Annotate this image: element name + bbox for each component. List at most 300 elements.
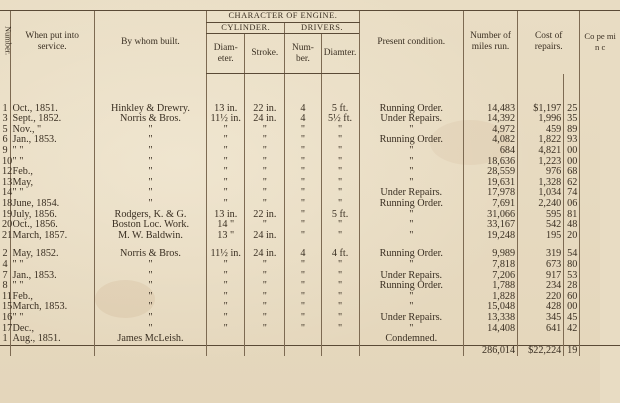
row-extra: [580, 188, 620, 199]
section-gap: [0, 241, 620, 249]
row-condition: ": [359, 260, 463, 271]
row-condition: ": [359, 292, 463, 303]
row-drivers-diameter: ": [321, 146, 359, 157]
row-builder: ": [94, 281, 206, 292]
row-cost-cents: 74: [564, 188, 580, 199]
row-when: Feb.,: [10, 292, 94, 303]
row-stroke: ": [245, 260, 285, 271]
row-cylinder-diameter: ": [207, 324, 245, 335]
row-number: 11: [2, 290, 12, 302]
row-number: 3: [2, 113, 8, 125]
row-drivers-diameter: [321, 334, 359, 345]
extra-header: Co pe mi n c: [580, 11, 620, 74]
row-cost-cents: 06: [564, 199, 580, 210]
row-cost-cents: 00: [564, 302, 580, 313]
row-miles: 14,483: [463, 104, 517, 115]
row-condition: Under Repairs.: [359, 313, 463, 324]
row-cylinder-diameter: ": [207, 167, 245, 178]
row-drivers-diameter: ": [321, 302, 359, 313]
row-stroke: ": [245, 125, 285, 136]
row-miles: 1,828: [463, 292, 517, 303]
row-cost-dollars: 917: [518, 271, 564, 282]
row-when: Oct., 1851.: [10, 104, 94, 115]
row-cost-cents: 81: [564, 210, 580, 221]
table-row: [0, 199, 620, 210]
row-extra: [580, 249, 620, 260]
row-condition: ": [359, 302, 463, 313]
row-stroke: ": [245, 135, 285, 146]
row-extra: [580, 135, 620, 146]
row-number: 8: [2, 280, 8, 292]
row-cylinder-diameter: ": [207, 178, 245, 189]
drivers-diameter-header: Diamter.: [321, 34, 359, 74]
row-drivers-diameter: ": [321, 125, 359, 136]
row-cylinder-diameter: 11½ in.: [207, 114, 245, 125]
row-stroke: ": [245, 220, 285, 231]
row-cost-cents: 60: [564, 292, 580, 303]
row-when: " ": [10, 313, 94, 324]
row-cost-cents: 62: [564, 178, 580, 189]
drivers-number-header: Number.: [285, 34, 321, 74]
row-condition: ": [359, 220, 463, 231]
table-row: [0, 231, 620, 242]
row-stroke: [245, 334, 285, 345]
row-extra: [580, 167, 620, 178]
row-extra: [580, 210, 620, 221]
row-extra: [580, 125, 620, 136]
table-row: [0, 271, 620, 282]
row-when: Oct., 1856.: [10, 220, 94, 231]
row-when: Jan., 1853.: [10, 271, 94, 282]
row-cylinder-diameter: 13 in.: [207, 210, 245, 221]
row-builder: ": [94, 271, 206, 282]
row-drivers-diameter: ": [321, 313, 359, 324]
row-stroke: ": [245, 199, 285, 210]
table-row: [0, 146, 620, 157]
row-extra: [580, 281, 620, 292]
row-drivers-diameter: ": [321, 260, 359, 271]
row-condition: ": [359, 178, 463, 189]
row-cost-cents: 25: [564, 104, 580, 115]
row-builder: ": [94, 199, 206, 210]
row-drivers-diameter: ": [321, 220, 359, 231]
row-number: 5: [2, 123, 8, 135]
table-row: [0, 220, 620, 231]
row-when: May, 1852.: [10, 249, 94, 260]
row-cost-dollars: 345: [518, 313, 564, 324]
row-extra: [580, 146, 620, 157]
row-drivers-diameter: 5 ft.: [321, 210, 359, 221]
row-cost-dollars: 976: [518, 167, 564, 178]
row-extra: [580, 302, 620, 313]
row-drivers-number: ": [285, 157, 321, 168]
row-cylinder-diameter: 13 in.: [207, 104, 245, 115]
row-stroke: 24 in.: [245, 114, 285, 125]
row-when: May,: [10, 178, 94, 189]
row-cylinder-diameter: ": [207, 313, 245, 324]
row-miles: 19,631: [463, 178, 517, 189]
row-condition: Under Repairs.: [359, 114, 463, 125]
row-condition: ": [359, 231, 463, 242]
number-header: Number.: [0, 11, 10, 74]
row-drivers-number: ": [285, 135, 321, 146]
row-cylinder-diameter: ": [207, 271, 245, 282]
row-cost-dollars: $1,197: [518, 104, 564, 115]
row-stroke: ": [245, 167, 285, 178]
table-row: [0, 281, 620, 292]
row-when: " ": [10, 260, 94, 271]
row-stroke: ": [245, 157, 285, 168]
when-header: When put into service.: [10, 11, 94, 74]
row-cost-dollars: 220: [518, 292, 564, 303]
row-drivers-diameter: 4 ft.: [321, 249, 359, 260]
row-drivers-number: ": [285, 271, 321, 282]
row-cylinder-diameter: ": [207, 146, 245, 157]
row-cost-cents: [564, 334, 580, 345]
row-builder: James McLeish.: [94, 334, 206, 345]
row-number: 4: [2, 259, 8, 270]
row-extra: [580, 334, 620, 345]
row-stroke: ": [245, 271, 285, 282]
row-condition: Under Repairs.: [359, 188, 463, 199]
row-number: 7: [2, 269, 8, 281]
stroke-header: Stroke.: [245, 34, 285, 74]
row-cost-dollars: 195: [518, 231, 564, 242]
row-cylinder-diameter: ": [207, 125, 245, 136]
row-miles: 17,978: [463, 188, 517, 199]
row-drivers-number: ": [285, 313, 321, 324]
row-cost-cents: 45: [564, 313, 580, 324]
row-builder: ": [94, 167, 206, 178]
row-builder: Norris & Bros.: [94, 249, 206, 260]
row-condition: ": [359, 324, 463, 335]
row-when: " ": [10, 281, 94, 292]
table-row: [0, 324, 620, 335]
row-builder: ": [94, 313, 206, 324]
row-drivers-number: ": [285, 125, 321, 136]
row-condition: ": [359, 210, 463, 221]
row-cost-dollars: 428: [518, 302, 564, 313]
row-builder: Rodgers, K. & G.: [94, 210, 206, 221]
row-miles: 684: [463, 146, 517, 157]
row-number: 10: [2, 155, 13, 167]
row-stroke: 22 in.: [245, 104, 285, 115]
row-drivers-diameter: ": [321, 281, 359, 292]
row-stroke: 24 in.: [245, 249, 285, 260]
row-drivers-diameter: 5½ ft.: [321, 114, 359, 125]
row-miles: 33,167: [463, 220, 517, 231]
row-cylinder-diameter: ": [207, 281, 245, 292]
row-cost-dollars: 641: [518, 324, 564, 335]
row-extra: [580, 157, 620, 168]
table-row: [0, 292, 620, 303]
row-number: 12: [2, 166, 13, 178]
row-condition: Running Order.: [359, 135, 463, 146]
row-cost-dollars: 2,240: [518, 199, 564, 210]
row-miles: 4,082: [463, 135, 517, 146]
row-miles: 14,408: [463, 324, 517, 335]
row-stroke: ": [245, 313, 285, 324]
row-cost-dollars: 234: [518, 281, 564, 292]
table-row: [0, 313, 620, 324]
row-drivers-number: ": [285, 210, 321, 221]
row-drivers-diameter: ": [321, 231, 359, 242]
row-number: 13: [2, 176, 13, 188]
cylinder-header: CYLINDER.: [207, 22, 285, 34]
row-drivers-number: ": [285, 178, 321, 189]
row-drivers-number: ": [285, 231, 321, 242]
row-drivers-number: ": [285, 146, 321, 157]
total-cost-cents: 19: [564, 345, 580, 356]
row-when: March, 1853.: [10, 302, 94, 313]
row-miles: 14,392: [463, 114, 517, 125]
row-drivers-diameter: ": [321, 199, 359, 210]
row-drivers-diameter: ": [321, 292, 359, 303]
row-cost-dollars: 319: [518, 249, 564, 260]
row-extra: [580, 178, 620, 189]
row-drivers-number: ": [285, 188, 321, 199]
row-miles: 31,066: [463, 210, 517, 221]
row-builder: Hinkley & Drewry.: [94, 104, 206, 115]
total-cost-dollars: $22,224: [518, 345, 564, 356]
row-cost-dollars: 459: [518, 125, 564, 136]
row-cylinder-diameter: [207, 334, 245, 345]
table-row: [0, 125, 620, 136]
row-builder: ": [94, 188, 206, 199]
miles-header: Number of miles run.: [463, 11, 517, 74]
row-drivers-number: ": [285, 199, 321, 210]
row-miles: 7,206: [463, 271, 517, 282]
row-cylinder-diameter: ": [207, 199, 245, 210]
row-stroke: 24 in.: [245, 231, 285, 242]
row-extra: [580, 324, 620, 335]
row-number: 18: [2, 198, 13, 210]
row-number: 16: [2, 311, 13, 323]
row-drivers-diameter: ": [321, 271, 359, 282]
row-condition: Running Order.: [359, 104, 463, 115]
table-row: [0, 114, 620, 125]
row-drivers-number: ": [285, 260, 321, 271]
row-builder: Norris & Bros.: [94, 114, 206, 125]
table-row: [0, 178, 620, 189]
row-drivers-number: ": [285, 292, 321, 303]
cyl-diameter-header: Diameter.: [207, 34, 245, 74]
row-drivers-number: 4: [285, 104, 321, 115]
table-row: [0, 104, 620, 115]
row-cost-dollars: 1,034: [518, 188, 564, 199]
row-extra: [580, 199, 620, 210]
row-when: " ": [10, 157, 94, 168]
row-extra: [580, 260, 620, 271]
row-miles: 18,636: [463, 157, 517, 168]
row-when: Feb.,: [10, 167, 94, 178]
row-cylinder-diameter: ": [207, 188, 245, 199]
row-cost-cents: 00: [564, 157, 580, 168]
row-when: Nov., ": [10, 125, 94, 136]
row-cylinder-diameter: 13 ": [207, 231, 245, 242]
row-drivers-number: 4: [285, 114, 321, 125]
row-drivers-number: ": [285, 167, 321, 178]
row-cost-cents: 42: [564, 324, 580, 335]
row-builder: M. W. Baldwin.: [94, 231, 206, 242]
row-cylinder-diameter: ": [207, 260, 245, 271]
row-number: 20: [2, 219, 13, 231]
row-when: Aug., 1851.: [10, 334, 94, 345]
row-cylinder-diameter: ": [207, 302, 245, 313]
row-when: June, 1854.: [10, 199, 94, 210]
row-number: 2: [2, 248, 8, 260]
row-condition: ": [359, 157, 463, 168]
row-drivers-diameter: ": [321, 324, 359, 335]
character-header: CHARACTER OF ENGINE.: [207, 11, 359, 23]
row-drivers-diameter: ": [321, 157, 359, 168]
row-miles: 13,338: [463, 313, 517, 324]
row-when: Sept., 1852.: [10, 114, 94, 125]
row-when: " ": [10, 146, 94, 157]
row-extra: [580, 104, 620, 115]
row-condition: Under Repairs.: [359, 271, 463, 282]
row-drivers-number: 4: [285, 249, 321, 260]
locomotive-ledger-table: [0, 10, 620, 356]
row-when: Dec.,: [10, 324, 94, 335]
row-builder: ": [94, 324, 206, 335]
row-miles: 19,248: [463, 231, 517, 242]
row-stroke: 22 in.: [245, 210, 285, 221]
row-builder: ": [94, 157, 206, 168]
row-cost-cents: 20: [564, 231, 580, 242]
row-cost-cents: 00: [564, 146, 580, 157]
row-stroke: ": [245, 178, 285, 189]
row-cylinder-diameter: ": [207, 292, 245, 303]
row-when: March, 1857.: [10, 231, 94, 242]
row-condition: Condemned.: [359, 334, 463, 345]
row-stroke: ": [245, 188, 285, 199]
total-miles: 286,014: [463, 345, 517, 356]
row-stroke: ": [245, 281, 285, 292]
row-miles: 15,048: [463, 302, 517, 313]
row-miles: [463, 334, 517, 345]
row-drivers-diameter: 5 ft.: [321, 104, 359, 115]
row-cost-cents: 35: [564, 114, 580, 125]
table-row: [0, 210, 620, 221]
row-miles: 7,691: [463, 199, 517, 210]
row-extra: [580, 313, 620, 324]
row-miles: 1,788: [463, 281, 517, 292]
row-stroke: ": [245, 292, 285, 303]
row-miles: 7,818: [463, 260, 517, 271]
row-condition: Running Order.: [359, 199, 463, 210]
row-builder: ": [94, 146, 206, 157]
row-extra: [580, 220, 620, 231]
row-number: 6: [2, 134, 8, 146]
row-cylinder-diameter: 14 ": [207, 220, 245, 231]
row-number: 19: [2, 208, 13, 220]
row-number: 21: [2, 229, 13, 241]
table-row: [0, 249, 620, 260]
row-when: July, 1856.: [10, 210, 94, 221]
row-drivers-number: ": [285, 220, 321, 231]
table-row: [0, 334, 620, 345]
row-cylinder-diameter: 11½ in.: [207, 249, 245, 260]
totals-row: [0, 345, 620, 356]
row-miles: 4,972: [463, 125, 517, 136]
row-drivers-number: ": [285, 302, 321, 313]
row-condition: ": [359, 125, 463, 136]
row-condition: Running Order.: [359, 249, 463, 260]
row-extra: [580, 114, 620, 125]
row-builder: ": [94, 260, 206, 271]
row-cylinder-diameter: ": [207, 135, 245, 146]
row-number: 15: [2, 301, 13, 313]
row-drivers-diameter: ": [321, 178, 359, 189]
row-stroke: ": [245, 146, 285, 157]
row-stroke: ": [245, 324, 285, 335]
row-drivers-diameter: ": [321, 167, 359, 178]
row-drivers-number: [285, 334, 321, 345]
cost-header: Cost of repairs.: [518, 11, 580, 74]
row-builder: Boston Loc. Work.: [94, 220, 206, 231]
table-row: [0, 302, 620, 313]
row-builder: ": [94, 135, 206, 146]
row-cost-cents: 53: [564, 271, 580, 282]
row-number: 17: [2, 322, 13, 334]
row-drivers-number: ": [285, 324, 321, 335]
row-when: Jan., 1853.: [10, 135, 94, 146]
row-cost-cents: 54: [564, 249, 580, 260]
row-drivers-diameter: ": [321, 135, 359, 146]
row-condition: ": [359, 146, 463, 157]
row-cost-cents: 68: [564, 167, 580, 178]
row-cost-cents: 93: [564, 135, 580, 146]
row-drivers-number: ": [285, 281, 321, 292]
table-row: [0, 188, 620, 199]
row-stroke: ": [245, 302, 285, 313]
row-cost-dollars: 1,822: [518, 135, 564, 146]
table-row: [0, 135, 620, 146]
row-cost-cents: 80: [564, 260, 580, 271]
row-cost-cents: 28: [564, 281, 580, 292]
row-builder: ": [94, 178, 206, 189]
condition-header: Present condition.: [359, 11, 463, 74]
builder-header: By whom built.: [94, 11, 206, 74]
table-row: [0, 157, 620, 168]
row-builder: ": [94, 302, 206, 313]
drivers-header: DRIVERS.: [285, 22, 359, 34]
row-cost-cents: 48: [564, 220, 580, 231]
row-cost-cents: 89: [564, 125, 580, 136]
row-cost-dollars: 1,223: [518, 157, 564, 168]
row-extra: [580, 271, 620, 282]
row-cost-dollars: 595: [518, 210, 564, 221]
row-cylinder-diameter: ": [207, 157, 245, 168]
row-cost-dollars: [518, 334, 564, 345]
row-drivers-diameter: ": [321, 188, 359, 199]
row-number: 14: [2, 187, 13, 199]
row-when: " ": [10, 188, 94, 199]
row-condition: ": [359, 167, 463, 178]
row-cost-dollars: 1,996: [518, 114, 564, 125]
row-miles: 28,559: [463, 167, 517, 178]
ledger-body: [0, 104, 620, 357]
table-row: [0, 260, 620, 271]
row-cost-dollars: 673: [518, 260, 564, 271]
row-extra: [580, 292, 620, 303]
row-cost-dollars: 1,328: [518, 178, 564, 189]
row-builder: ": [94, 125, 206, 136]
table-row: [0, 167, 620, 178]
row-cost-dollars: 4,821: [518, 146, 564, 157]
row-cost-dollars: 542: [518, 220, 564, 231]
